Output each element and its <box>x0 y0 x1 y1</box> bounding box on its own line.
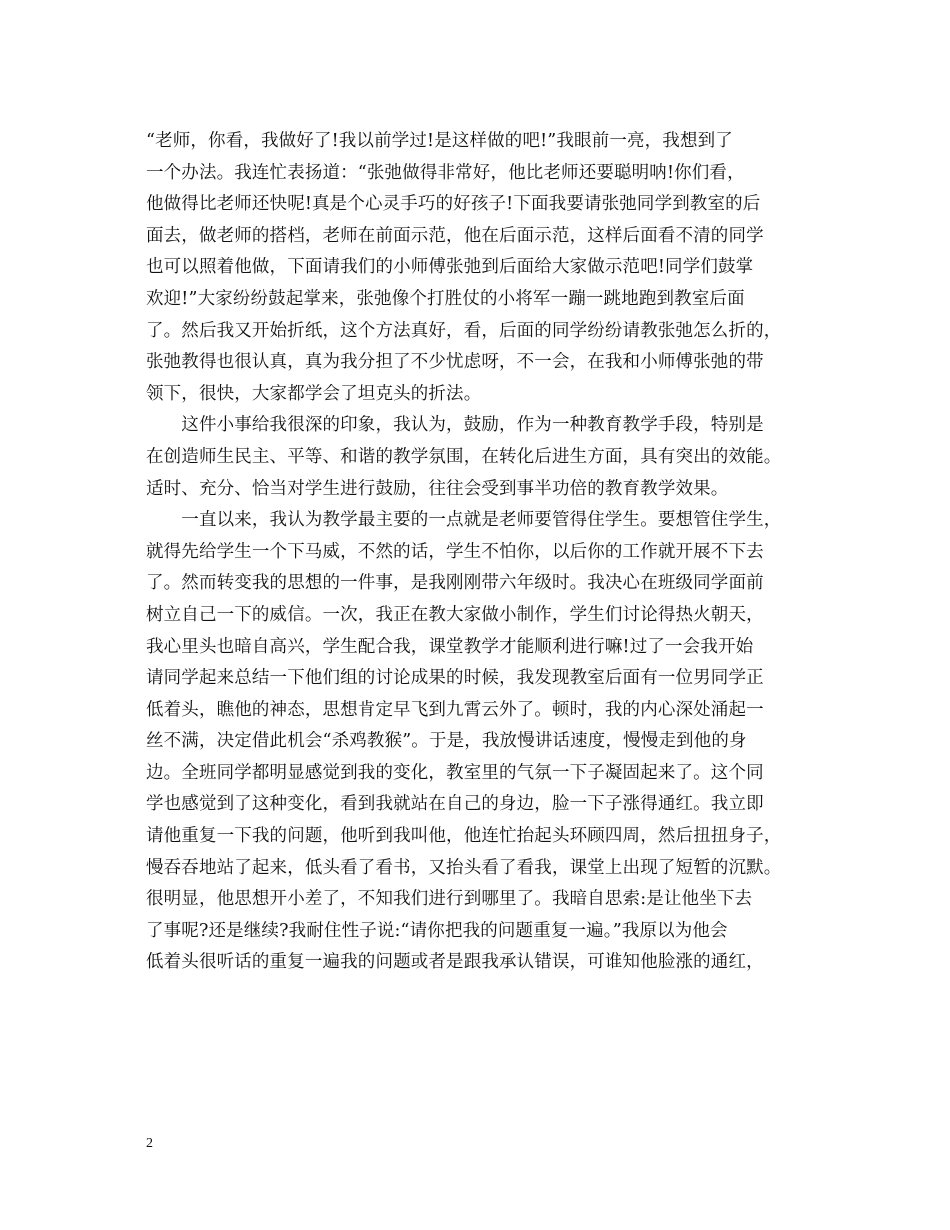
text-line: 学也感觉到了这种变化，看到我就站在自己的身边，脸一下子涨得通红。我立即 <box>146 794 764 815</box>
text-line: 也可以照着他做，下面请我们的小师傅张弛到后面给大家做示范吧!同学们鼓掌 <box>146 257 754 278</box>
text-line: 张弛教得也很认真，真为我分担了不少忧虑呀，不一会，在我和小师傅张弛的带 <box>146 352 764 373</box>
text-line: “老师，你看，我做好了!我以前学过!是这样做的吧!”我眼前一亮，我想到了 <box>146 131 733 151</box>
text-line: 边。全班同学都明显感觉到我的变化，教室里的气氛一下子凝固起来了。这个同 <box>146 762 764 783</box>
body-text <box>146 126 816 979</box>
text-line: 这件小事给我很深的印象，我认为，鼓励，作为一种教育教学手段，特别是 <box>146 415 764 436</box>
text-line: 适时、充分、恰当对学生进行鼓励，往往会受到事半功倍的教育教学效果。 <box>146 478 729 499</box>
text-line: 低着头，瞧他的神态，思想肯定早飞到九霄云外了。顿时，我的内心深处涌起一 <box>146 699 764 720</box>
text-line: 在创造师生民主、平等、和谐的教学氛围，在转化后进生方面，具有突出的效能。 <box>146 446 782 467</box>
text-line: 就得先给学生一个下马威，不然的话，学生不怕你，以后你的工作就开展不下去 <box>146 541 764 562</box>
text-line: 了。然后我又开始折纸，这个方法真好，看，后面的同学纷纷请教张弛怎么折的， <box>146 320 782 341</box>
text-line: 他做得比老师还快呢!真是个心灵手巧的好孩子!下面我要请张弛同学到教室的后 <box>146 194 761 215</box>
text-line: 了事呢?还是继续?我耐住性子说:“请你把我的问题重复一遍。”我原以为他会 <box>146 920 728 941</box>
text-line: 面去，做老师的搭档，老师在前面示范，他在后面示范，这样后面看不清的同学 <box>146 225 764 246</box>
text-line: 很明显，他思想开小差了，不知我们进行到哪里了。我暗自思索:是让他坐下去 <box>146 889 753 910</box>
text-line: 一个办法。我连忙表扬道：“张弛做得非常好，他比老师还要聪明呐!你们看， <box>146 162 745 183</box>
text-line: 树立自己一下的威信。一次，我正在教大家做小制作，学生们讨论得热火朝天， <box>146 604 764 625</box>
text-line: 请同学起来总结一下他们组的讨论成果的时候，我发现教室后面有一位男同学正 <box>146 668 764 689</box>
text-line: 慢吞吞地站了起来，低头看了看书，又抬头看了看我，课堂上出现了短暂的沉默。 <box>146 857 782 878</box>
text-line: 我心里头也暗自高兴，学生配合我，课堂教学才能顺利进行嘛!过了一会我开始 <box>146 636 754 657</box>
text-line: 请他重复一下我的问题，他听到我叫他，他连忙抬起头环顾四周，然后扭扭身子， <box>146 826 782 847</box>
text-line: 领下，很快，大家都学会了坦克头的折法。 <box>146 383 482 404</box>
page-number: 2 <box>146 1136 153 1151</box>
text-line: 丝不满，决定借此机会“杀鸡教猴”。于是，我放慢讲话速度，慢慢走到他的身 <box>146 731 747 752</box>
text-line: 一直以来，我认为教学最主要的一点就是老师要管得住学生。要想管住学生， <box>146 510 782 531</box>
text-line: 低着头很听话的重复一遍我的问题或者是跟我承认错误，可谁知他脸涨的通红， <box>146 952 764 973</box>
text-line: 了。然而转变我的思想的一件事，是我刚刚带六年级时。我决心在班级同学面前 <box>146 573 764 594</box>
text-line: 欢迎!”大家纷纷鼓起掌来，张弛像个打胜仗的小将军一蹦一跳地跑到教室后面 <box>146 288 745 309</box>
